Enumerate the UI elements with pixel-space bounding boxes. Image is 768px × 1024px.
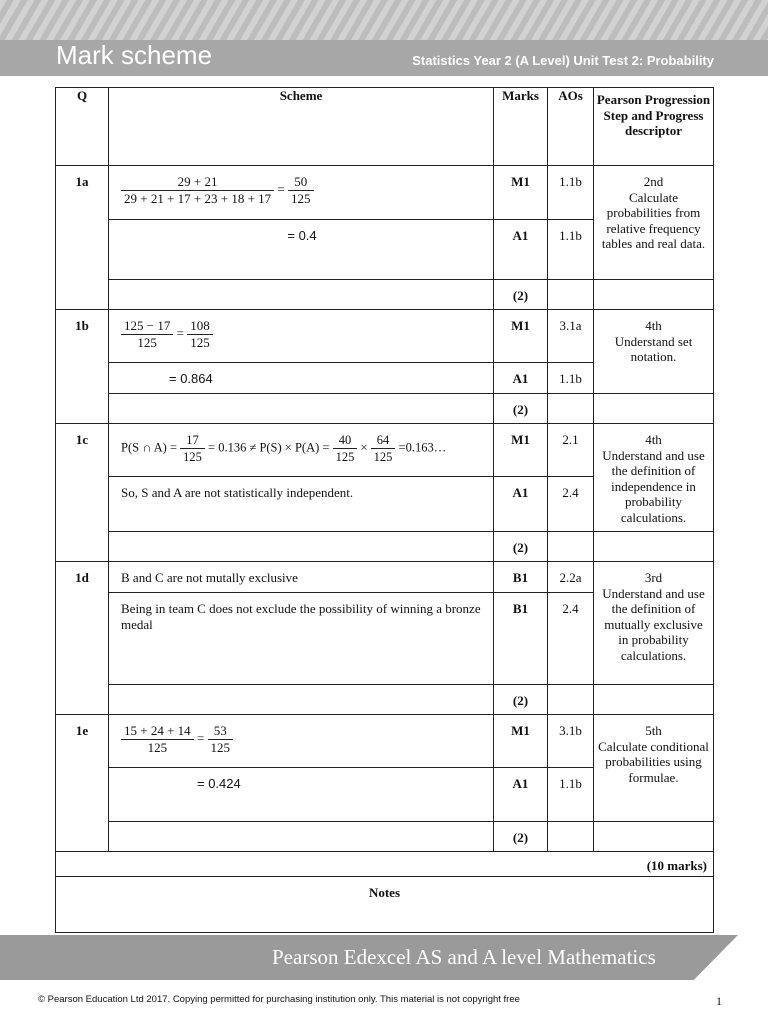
mark-code: B1	[494, 562, 548, 593]
fraction-numerator: 17	[180, 432, 205, 449]
mark-code: A1	[494, 477, 548, 532]
progression-step: 4th	[645, 318, 662, 333]
fraction-denominator: 125	[335, 450, 355, 464]
probability-expression: = 0.136 ≠ P(S) × P(A) =	[208, 440, 330, 455]
descriptor-cell	[594, 715, 714, 822]
fraction	[121, 318, 173, 351]
question-label: 1b	[56, 310, 109, 424]
table-row	[56, 562, 714, 593]
ao-code: 2.1	[548, 424, 594, 477]
ao-code: 3.1a	[548, 310, 594, 363]
header-row	[56, 88, 714, 166]
marks-subtotal: (2)	[494, 685, 548, 715]
table-row	[56, 532, 714, 562]
mark-scheme-table	[55, 87, 714, 933]
fraction-denominator: 125	[190, 335, 210, 350]
fraction-numerator: 50	[288, 174, 314, 191]
fraction-numerator: 108	[187, 318, 213, 335]
scheme-statement: Being in team C does not exclude the possibility of winning a bronze medal	[109, 593, 494, 685]
ao-code: 1.1b	[548, 768, 594, 822]
fraction	[288, 174, 314, 207]
marks-subtotal: (2)	[494, 280, 548, 310]
page-subtitle: Statistics Year 2 (A Level) Unit Test 2: Probability	[412, 53, 714, 68]
scheme-conclusion: So, S and A are not statistically independent.	[109, 477, 494, 532]
table-row	[56, 424, 714, 477]
fraction	[333, 432, 358, 465]
equals-sign: =	[196, 730, 205, 746]
total-marks: (10 marks)	[56, 852, 714, 877]
equals-sign: =	[176, 325, 184, 341]
marks-subtotal: (2)	[494, 822, 548, 852]
footer-brand: Pearson Edexcel AS and A level Mathematics	[272, 945, 656, 969]
scheme-working	[109, 310, 494, 363]
progress-descriptor: Understand and use the definition of mutually exclusive in probability calculations.	[602, 585, 705, 663]
page-title: Mark scheme	[56, 40, 213, 70]
progress-descriptor: Understand set notation.	[614, 333, 693, 364]
scheme-working	[109, 166, 494, 220]
fraction-denominator: 125	[291, 191, 311, 206]
notes-heading: Notes	[56, 877, 714, 933]
probability-expression: P(S ∩ A) =	[121, 440, 178, 455]
question-label: 1c	[56, 424, 109, 562]
fraction-numerator: 53	[208, 723, 234, 740]
scheme-working	[109, 715, 494, 768]
notes-row	[56, 877, 714, 933]
fraction-denominator: 29 + 21 + 17 + 23 + 18 + 17	[124, 191, 272, 206]
ao-code: 2.4	[548, 477, 594, 532]
scheme-result: = 0.864	[109, 363, 494, 394]
marks-subtotal: (2)	[494, 394, 548, 424]
fraction-numerator: 64	[371, 432, 396, 449]
fraction-denominator: 125	[373, 450, 393, 464]
fraction-numerator: 125 − 17	[121, 318, 173, 335]
fraction-numerator: 29 + 21	[121, 174, 274, 191]
fraction-denominator: 125	[183, 450, 202, 464]
ao-code: 1.1b	[548, 220, 594, 280]
col-header-marks: Marks	[494, 88, 548, 166]
ao-code: 1.1b	[548, 166, 594, 220]
col-header-q: Q	[56, 88, 109, 166]
question-label: 1a	[56, 166, 109, 310]
fraction-numerator: 40	[333, 432, 358, 449]
descriptor-cell	[594, 310, 714, 394]
table-row	[56, 685, 714, 715]
page-header	[0, 0, 768, 76]
table-row	[56, 280, 714, 310]
fraction-numerator: 15 + 24 + 14	[121, 723, 194, 740]
times-sign: ×	[360, 440, 368, 455]
equals-sign: =	[277, 181, 285, 197]
total-row	[56, 852, 714, 877]
fraction	[187, 318, 213, 351]
probability-expression: =0.163…	[398, 440, 447, 455]
table-row	[56, 310, 714, 363]
table-row	[56, 715, 714, 768]
mark-code: M1	[494, 715, 548, 768]
progress-descriptor: Calculate conditional probabilities using formulae.	[598, 738, 709, 785]
fraction-denominator: 125	[147, 740, 168, 755]
scheme-result: = 0.424	[109, 768, 494, 822]
fraction	[121, 723, 194, 756]
descriptor-cell	[594, 424, 714, 532]
fraction	[180, 432, 205, 465]
ao-code: 2.2a	[548, 562, 594, 593]
progression-step: 4th	[645, 432, 662, 447]
scheme-result: = 0.4	[109, 220, 494, 280]
progress-descriptor: Calculate probabilities from relative frequency tables and real data.	[601, 189, 706, 251]
col-header-scheme: Scheme	[109, 88, 494, 166]
marks-subtotal: (2)	[494, 532, 548, 562]
fraction	[371, 432, 396, 465]
mark-code: A1	[494, 363, 548, 394]
progression-step: 3rd	[644, 570, 663, 585]
mark-code: A1	[494, 768, 548, 822]
table-row	[56, 394, 714, 424]
col-header-aos: AOs	[548, 88, 594, 166]
question-label: 1d	[56, 562, 109, 715]
col-header-descriptor: Pearson Progression Step and Progress descriptor	[594, 88, 714, 166]
progress-descriptor: Understand and use the definition of independence in probability calculations.	[602, 447, 705, 525]
progression-step: 5th	[645, 723, 662, 738]
fraction	[121, 174, 274, 207]
ao-code: 1.1b	[548, 363, 594, 394]
descriptor-cell	[594, 562, 714, 685]
mark-code: M1	[494, 310, 548, 363]
mark-code: M1	[494, 166, 548, 220]
ao-code: 3.1b	[548, 715, 594, 768]
table-row	[56, 822, 714, 852]
mark-code: B1	[494, 593, 548, 685]
mark-code: M1	[494, 424, 548, 477]
fraction-denominator: 125	[210, 740, 231, 755]
question-label: 1e	[56, 715, 109, 852]
page-number: 1	[716, 994, 722, 1008]
descriptor-cell	[594, 166, 714, 280]
scheme-statement: B and C are not mutally exclusive	[109, 562, 494, 593]
table-row	[56, 166, 714, 220]
fraction	[208, 723, 234, 756]
mark-code: A1	[494, 220, 548, 280]
fraction-denominator: 125	[137, 335, 157, 350]
scheme-working	[109, 424, 494, 477]
ao-code: 2.4	[548, 593, 594, 685]
progression-step: 2nd	[643, 174, 664, 189]
copyright-notice: © Pearson Education Ltd 2017. Copying permitted for purchasing institution only. This material is not copyright free	[38, 994, 520, 1005]
